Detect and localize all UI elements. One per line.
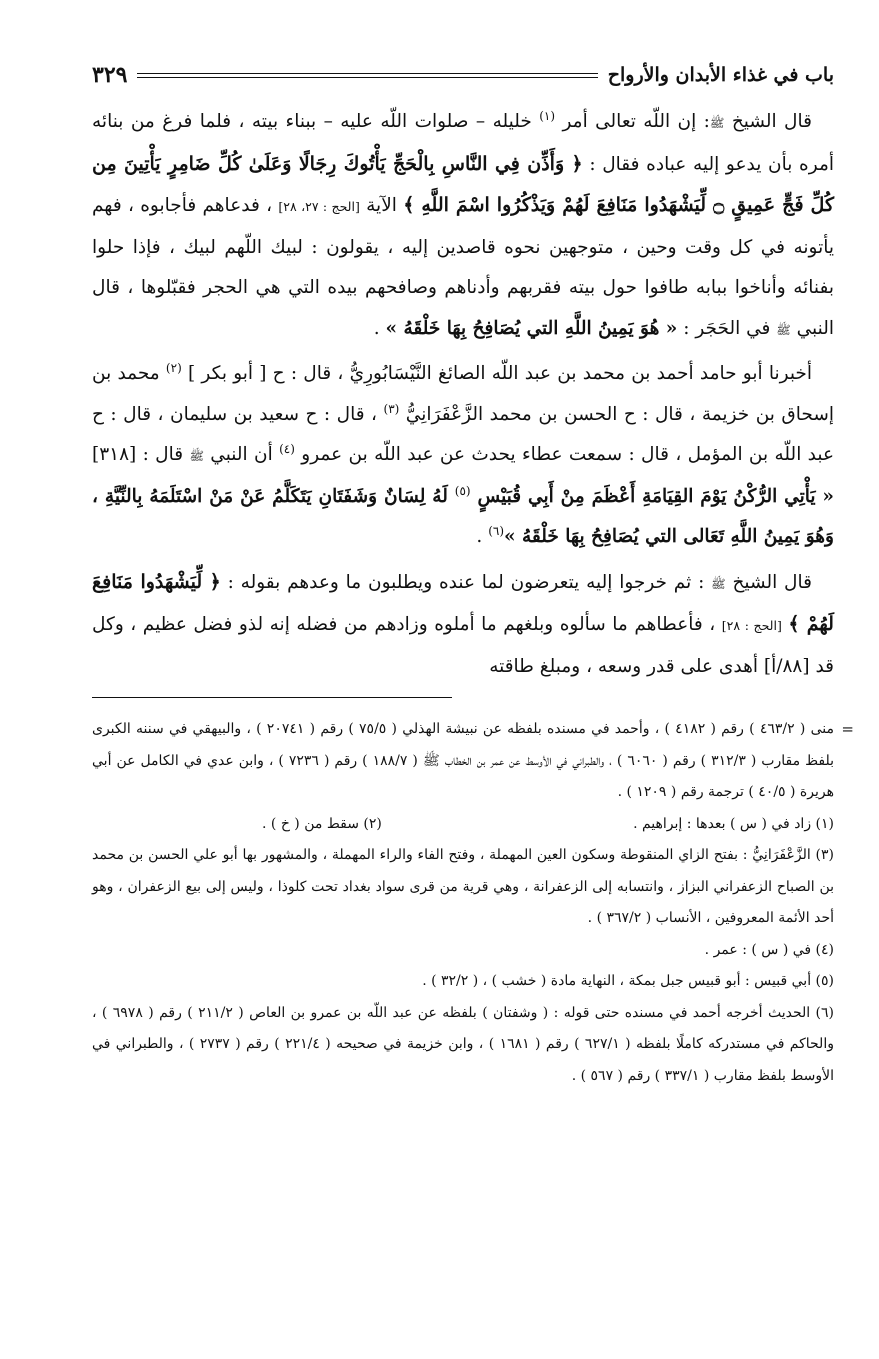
text-run: أن النبي [203,444,280,465]
running-title: باب في غذاء الأبدان والأرواح [607,64,834,86]
quran-verse: ﴿ وَأَذِّن فِي النَّاسِ بِالْحَجِّ يَأْتُوكَ رِجَالًا وَعَلَىٰ كُلِّ ضَامِرٍ يَأْتِينَ مِن كُلِّ فَجٍّ عَمِيقٍ ۝ لِّيَشْهَدُوا مَنَافِعَ لَهُمْ وَيَذْكُرُوا اسْمَ اللَّهِ ﴾ [92,152,834,216]
footnote-ref-6[interactable]: (٦) [488,523,505,538]
text-run: : إن اللّه تعالى أمر [555,111,710,132]
footnote-5: (٥) أبي قبيس : أبو قبيس جبل بمكة ، النهاية مادة ( خشب ) ، ( ٣٢/٢ ) . [422,973,834,989]
footnote-3: (٣) الزَّعْفَرَانِيُّ : بفتح الزاي المنقوطة وسكون العين المهملة ، وفتح الفاء والراء المهملة ، والمشهور بها أبو علي الحسن بن محمد بن الصباح الزعفراني البزاز ، وانتسابه إلى الزعفرانة ، وهي قرية من قرى سواد بغداد تحت كلوذا ، وليس إلى بيع الزعفران ، وهو أحد الأئمة المعروفين ، الأنساب ( ٣٦٧/٢ ) . [92,847,834,926]
hadith-quote: « يَأْتِي الرُّكْنُ يَوْمَ القِيَامَةِ أَعْظَمَ مِنْ أَبِي قُبَيْسٍ [470,485,834,507]
text-run: قال الشيخ [724,111,812,132]
text-run: محمد بن إسحاق بن خزيمة ، قال : ح الحسن بن محمد الزَّعْفَرَانِيُّ [92,363,834,425]
footnote-6: (٦) الحديث أخرجه أحمد في مسنده حتى قوله : ( وشفتان ) بلفظه عن عبد اللّه بن عمرو بن العاص ( ٢١١/٢ ) رقم ( ٦٩٧٨ ) ، والحاكم في مستدركه كاملًا بلفظه ( ٦٢٧/١ ) رقم ( ١٦٨١ ) ، وابن خزيمة في صحيحه ( ٢٢١/٤ ) رقم ( ٢٧٣٧ ) ، والطبراني في الأوسط بلفظ مقارب ( ٣٣٧/١ ) رقم ( ٥٦٧ ) . [92,1004,834,1084]
footnote-rule [92,697,452,698]
page-number: ٣٢٩ [92,62,128,88]
book-page [92,58,854,1092]
honorific-symbol: ﷺ [709,116,725,130]
footnote-continued [92,714,854,809]
text-run: ، فدعاهم فأجابوه ، فهم يأتونه في كل وقت وحين ، متوجهين نحوه قاصدين إليه ، يقولون : لبيك اللّهم لبيك ، فإذا حلوا بفنائه وأناخوا ببابه طافوا حول بيته فقربهم وأدناهم وصافحهم بيده التي هي الحجر فقبّلوها ، قال النبي [92,195,834,339]
page-header [92,58,834,92]
main-text [92,102,834,687]
quran-verse: ﴿ لِّيَشْهَدُوا مَنَافِعَ لَهُمْ ﴾ [92,570,834,635]
text-run: قال : [٣١٨] [92,444,190,465]
paragraph-1 [92,102,834,350]
hadith-quote: « هُوَ يَمِينُ اللَّهِ التي يُصَافِحُ بِهَا خَلْقَهُ » [385,317,678,339]
footnote-ref-3[interactable]: (٣) [383,401,400,416]
honorific-symbol: ﷺ [711,576,726,591]
hadith-quote: لَهُ لِسَانٌ وَشَفَتَانِ يَتَكَلَّمُ عَنْ مَنْ اسْتَلَمَهُ بِالنِّيَّةِ ، وَهُوَ يَمِينُ اللَّهِ تَعَالى التي يُصَافِحُ بِهَا خَلْقَهُ » [92,485,834,547]
continuation-mark: = [841,720,854,738]
paragraph-2 [92,354,834,558]
text-run: . [476,526,489,547]
text-run: : ثم خرجوا إليه يتعرضون لما عنده ويطلبون ما وعدهم بقوله : [220,571,712,593]
footnote-2: (٢) سقط من ( خ ) . [262,815,382,832]
paragraph-3 [92,562,834,688]
footnote-row [92,809,834,841]
text-run: الآية [359,195,404,216]
verse-reference: [الحج : ٢٧، ٢٨] [278,199,360,214]
footnotes [92,714,854,1092]
text-run: في الحَجَر : [677,317,777,339]
text-run: خليله – صلوات اللّه عليه – ببناء بيته ، فلما فرغ من بنائه أمره بأن يدعو إليه عباده فقال : [92,111,835,175]
footnote-text: منى ( ٤٦٣/٢ ) رقم ( ٤١٨٢ ) ، وأحمد في مسنده بلفظه عن نبيشة الهذلي ( ٧٥/٥ ) رقم ( ٢٠٧٤١ ) ، والبيهقي في سننه الكبرى بلفظ مقارب ( ٣١٢/٣ ) رقم ( ٦٠٦٠ ) ، والطبراني في الأوسط عن عمر بن الخطاب ﷺ ( ١٨٨/٧ ) رقم ( ٧٢٣٦ ) ، وابن عدي في الكامل عن أبي هريرة ( ٤٠/٥ ) ترجمة رقم ( ١٢٠٩ ) . [92,721,834,800]
header-rule [137,73,597,78]
text-run: أخبرنا أبو حامد أحمد بن محمد بن عبد اللّه الصائغ النَّيْسَابُورِيُّ ، قال : ح [ أبو بكر ] [181,363,812,384]
honorific-symbol: ﷺ [189,449,204,463]
footnote-ref-2[interactable]: (٢) [165,360,182,375]
honorific-symbol: ﷺ [776,322,791,337]
footnote-1: (١) زاد في ( س ) بعدها : إبراهيم . [633,815,834,832]
footnote-ref-5[interactable]: (٥) [454,483,471,498]
text-run: ، قال : ح سعيد بن سليمان ، قال : ح عبد اللّه بن المؤمل ، قال : سمعت عطاء يحدث عن عبد اللّه بن عمرو [92,403,835,465]
footnote-separator [92,691,834,698]
text-run: . [373,317,386,339]
footnote-ref-1[interactable]: (١) [539,108,556,123]
verse-reference: [الحج : ٢٨] [721,618,782,633]
text-run: ، فأعطاهم ما سألوه وبلغهم ما أملوه وزادهم من فضله إنه لذو فضل عظيم ، وكل قد [٨٨/أ] أهدى على قدر وسعه ، ومبلغ طاقته [92,614,834,677]
text-run: قال الشيخ [725,571,812,593]
footnote-4: (٤) في ( س ) : عمر . [704,941,834,958]
footnote-ref-4[interactable]: (٤) [279,441,295,456]
